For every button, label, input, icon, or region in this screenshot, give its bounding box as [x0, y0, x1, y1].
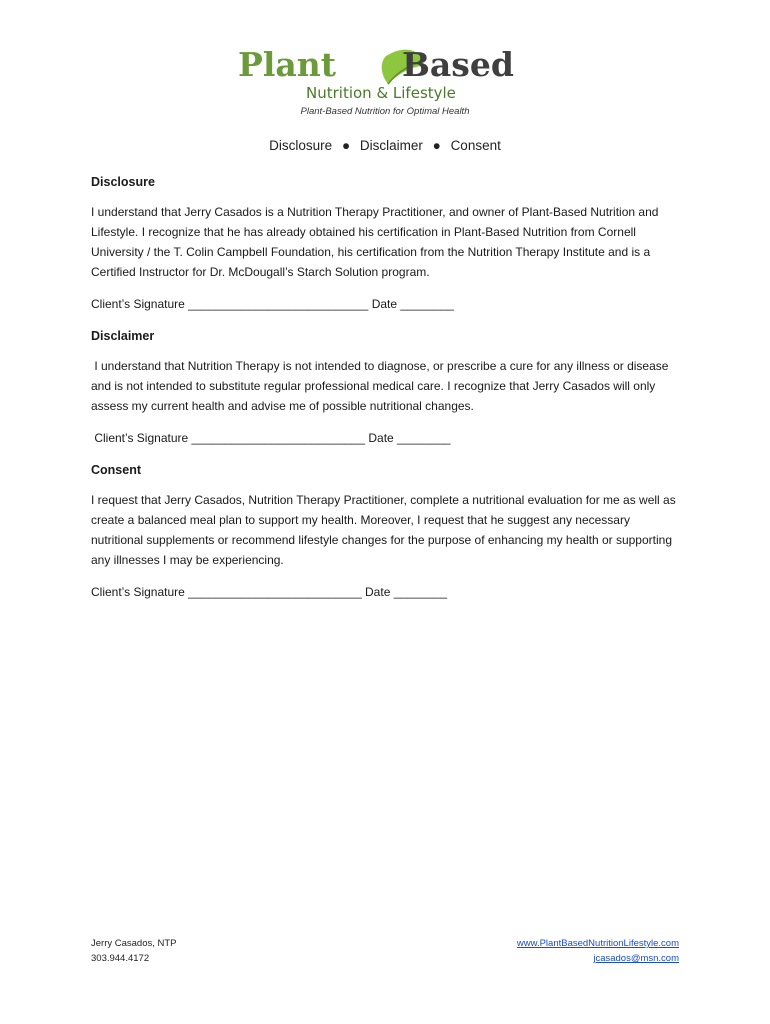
footer-contact	[91, 936, 177, 966]
website-link[interactable]: www.PlantBasedNutritionLifestyle.com	[516, 938, 679, 949]
logo-word-based: Based	[402, 45, 514, 84]
disclosure-signature-line[interactable]: Client’s Signature ___________________________ Date ________	[91, 297, 454, 311]
consent-heading: Consent	[91, 463, 141, 477]
consent-signature-line[interactable]: Client’s Signature __________________________ Date ________	[91, 585, 448, 599]
consent-text: I request that Jerry Casados, Nutrition Therapy Practitioner, complete a nutritional evaluation for me as well as create a balanced meal plan to support my health. Moreover, I request that he suggest any necessary nutritional supplements or recommend lifestyle changes for the purpose of enhancing my health or supporting any illnesses I may be experiencing.	[91, 493, 676, 567]
title-disclaimer: Disclaimer	[359, 138, 423, 153]
logo-word-plant: Plant	[238, 45, 336, 84]
title-consent: Consent	[450, 138, 501, 153]
disclaimer-heading: Disclaimer	[91, 329, 155, 343]
disclosure-text: I understand that Jerry Casados is a Nutrition Therapy Practitioner, and owner of Plant-Based Nutrition and Lifestyle. I recognize that he has already obtained his certification in Plant-Based Nutrition from Cornell University / the T. Colin Campbell Foundation, his certification from the Nutrition Therapy Institute and is a Certified Instructor for Dr. McDougall’s Starch Solution program.	[91, 205, 659, 279]
disclaimer-text: I understand that Nutrition Therapy is not intended to diagnose, or prescribe a cure for any illness or disease and is not intended to substitute regular professional medical care. I recognize that Jerry Casados will only assess my current health and advise me of possible nutritional changes.	[91, 359, 672, 413]
disclaimer-signature-line[interactable]: Client’s Signature __________________________ Date ________	[91, 431, 451, 445]
footer-links	[517, 936, 679, 966]
document-title	[0, 138, 770, 153]
plant-based-logo	[236, 44, 536, 104]
disclosure-heading: Disclosure	[91, 175, 155, 189]
title-separator: ●	[341, 138, 351, 153]
document-body	[91, 174, 681, 616]
title-disclosure: Disclosure	[269, 138, 333, 153]
logo-subtitle: Nutrition & Lifestyle	[306, 84, 456, 102]
tagline: Plant-Based Nutrition for Optimal Health	[300, 106, 470, 117]
footer-name: Jerry Casados, NTP	[91, 938, 177, 949]
email-link[interactable]: jcasados@msn.com	[593, 953, 679, 964]
title-separator: ●	[432, 138, 441, 153]
footer-phone: 303.944.4172	[91, 953, 150, 964]
